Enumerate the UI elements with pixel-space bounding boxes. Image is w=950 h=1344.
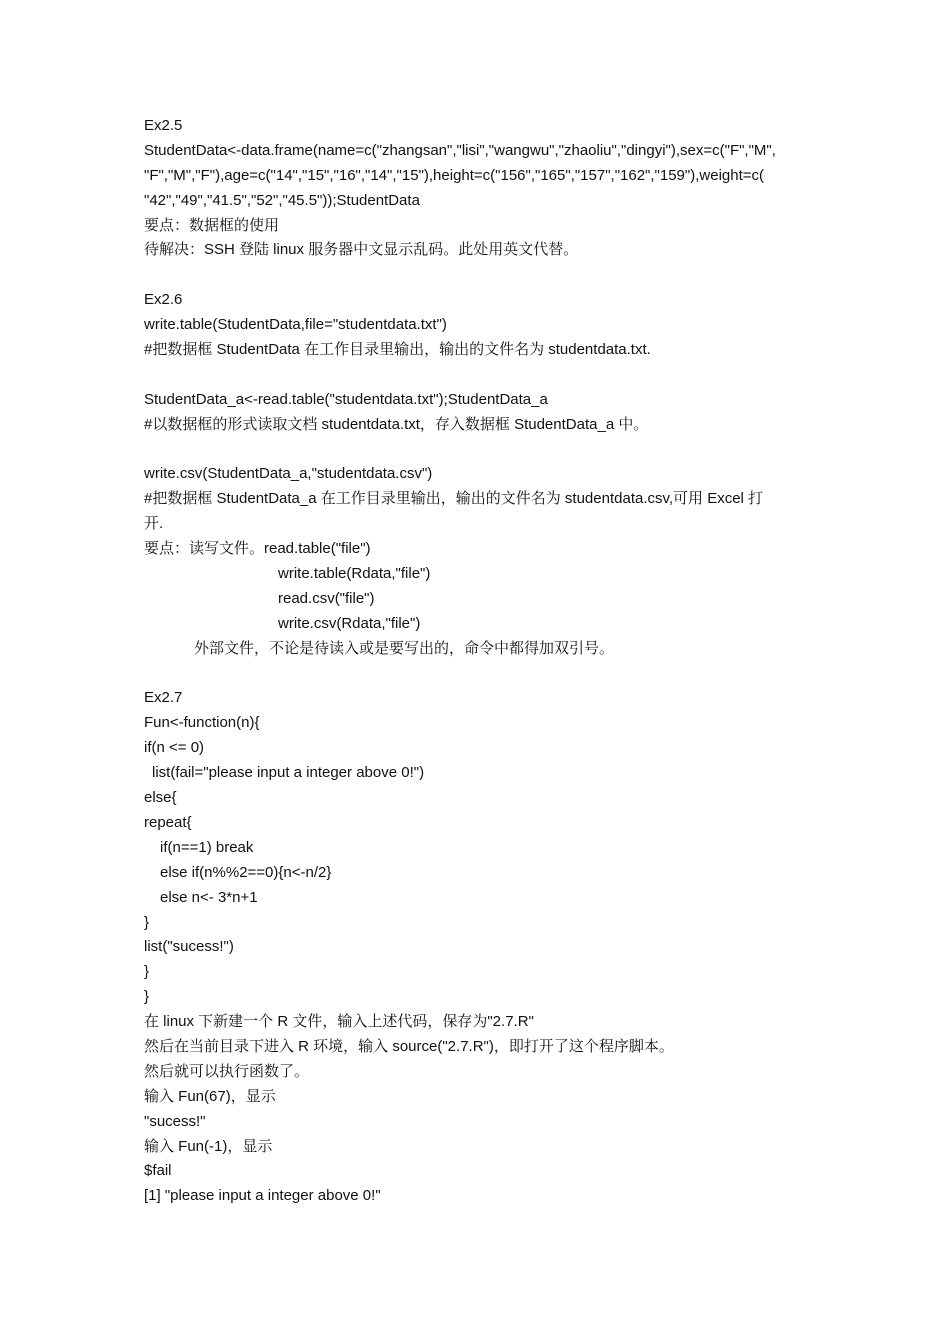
code-line: else{ bbox=[144, 789, 177, 807]
code-line: write.csv(StudentData_a,"studentdata.csv") bbox=[144, 465, 433, 483]
document-body bbox=[144, 114, 824, 1209]
output-line: "sucess!" bbox=[144, 1112, 206, 1130]
code-line: if(n <= 0) bbox=[144, 739, 205, 757]
note-line: 输入 Fun(67)，显示 bbox=[144, 1087, 276, 1105]
note-line: 输入 Fun(-1)，显示 bbox=[144, 1137, 273, 1155]
output-line: $fail bbox=[144, 1162, 172, 1180]
code-line: "F","M","F"),age=c("14","15","16","14","15"),height=c("156","165","157","162","159"),weight=c( bbox=[144, 166, 765, 184]
comment-line: #把数据框 StudentData_a 在工作目录里输出，输出的文件名为 studentdata.csv,可用 Excel 打 bbox=[144, 490, 764, 508]
code-line: "42","49","41.5","52","45.5"));StudentData bbox=[144, 191, 420, 209]
code-line: repeat{ bbox=[144, 813, 192, 831]
key-point-item: read.csv("file") bbox=[278, 589, 375, 607]
code-line: if(n==1) break bbox=[160, 838, 254, 856]
todo-note: 待解决：SSH 登陆 linux 服务器中文显示乱码。此处用英文代替。 bbox=[144, 241, 579, 259]
output-line: [1] "please input a integer above 0!" bbox=[144, 1187, 381, 1205]
key-point-note: 外部文件，不论是待读入或是要写出的，命令中都得加双引号。 bbox=[194, 639, 615, 657]
key-point-item: write.csv(Rdata,"file") bbox=[278, 614, 421, 632]
key-point-item: write.table(Rdata,"file") bbox=[278, 565, 431, 583]
note-line: 然后在当前目录下进入 R 环境，输入 source("2.7.R")，即打开了这个程序脚本。 bbox=[144, 1037, 674, 1055]
code-line: write.table(StudentData,file="studentdata.txt") bbox=[144, 316, 447, 334]
note-line: 然后就可以执行函数了。 bbox=[144, 1062, 310, 1080]
code-line: else if(n%%2==0){n<-n/2} bbox=[160, 863, 332, 881]
key-point: 要点：数据框的使用 bbox=[144, 216, 280, 234]
spacer bbox=[144, 263, 824, 288]
code-line: StudentData_a<-read.table("studentdata.txt");StudentData_a bbox=[144, 390, 548, 408]
key-point: 要点：读写文件。read.table("file") bbox=[144, 540, 371, 558]
note-line: 在 linux 下新建一个 R 文件，输入上述代码，保存为"2.7.R" bbox=[144, 1013, 534, 1031]
code-line: list("sucess!") bbox=[144, 938, 234, 956]
spacer bbox=[144, 363, 824, 388]
comment-line: #以数据框的形式读取文档 studentdata.txt，存入数据框 StudentData_a 中。 bbox=[144, 415, 649, 433]
section-heading: Ex2.5 bbox=[144, 117, 183, 134]
code-line: } bbox=[144, 963, 150, 981]
section-heading: Ex2.7 bbox=[144, 689, 183, 707]
code-line: else n<- 3*n+1 bbox=[160, 888, 258, 906]
section-heading: Ex2.6 bbox=[144, 291, 183, 309]
code-line: } bbox=[144, 913, 150, 931]
spacer bbox=[144, 438, 824, 463]
comment-line: #把数据框 StudentData 在工作目录里输出，输出的文件名为 studentdata.txt. bbox=[144, 341, 651, 359]
comment-line: 开. bbox=[144, 515, 164, 533]
code-line: Fun<-function(n){ bbox=[144, 714, 260, 732]
code-line: list(fail="please input a integer above 0!") bbox=[152, 764, 425, 782]
code-line: StudentData<-data.frame(name=c("zhangsan","lisi","wangwu","zhaoliu","dingyi"),sex=c("F","M", bbox=[144, 141, 776, 159]
code-line: } bbox=[144, 988, 150, 1006]
spacer bbox=[144, 662, 824, 687]
